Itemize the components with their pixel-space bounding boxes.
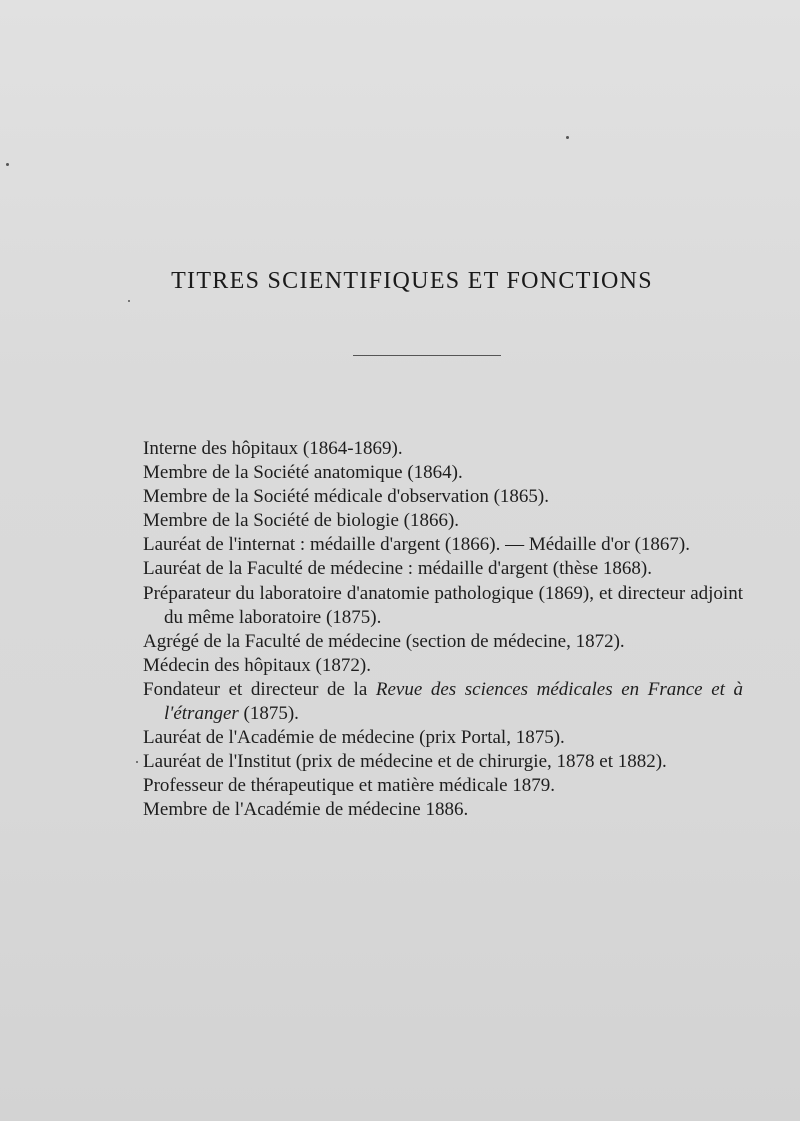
list-item: Lauréat de la Faculté de médecine : médaille d'argent (thèse 1868). xyxy=(143,558,652,580)
list-item: Membre de la Société anatomique (1864). xyxy=(143,462,463,484)
title-divider xyxy=(353,355,501,356)
list-item xyxy=(143,678,743,726)
paper-speck xyxy=(128,300,130,302)
entry-text: (1875). xyxy=(238,703,299,725)
paper-speck xyxy=(6,163,9,166)
list-item: Médecin des hôpitaux (1872). xyxy=(143,654,371,676)
journal-title: Revue des sciences médicales en France et à l'étranger xyxy=(164,678,743,725)
list-item: Lauréat de l'Académie de médecine (prix Portal, 1875). xyxy=(143,727,565,749)
list-item: Lauréat de l'internat : médaille d'argent (1866). — Médaille d'or (1867). xyxy=(143,534,691,556)
paper-speck xyxy=(136,761,138,763)
list-item: Préparateur du laboratoire d'anatomie pathologique (1869), et directeur adjoint du même laboratoire (1875). xyxy=(143,582,743,628)
page-title: TITRES SCIENTIFIQUES ET FONCTIONS xyxy=(171,268,653,294)
list-item: Membre de la Société médicale d'observation (1865). xyxy=(143,486,549,508)
titles-list xyxy=(143,437,743,823)
entry-text: Fondateur et directeur de la xyxy=(143,678,376,700)
list-item: Membre de l'Académie de médecine 1886. xyxy=(143,799,469,821)
paper-speck xyxy=(566,136,569,139)
list-item: Lauréat de l'Institut (prix de médecine et de chirurgie, 1878 et 1882). xyxy=(143,751,667,773)
list-item: Interne des hôpitaux (1864-1869). xyxy=(143,438,403,459)
list-item: Professeur de thérapeutique et matière médicale 1879. xyxy=(143,775,556,797)
list-item: Agrégé de la Faculté de médecine (section de médecine, 1872). xyxy=(143,630,625,652)
list-item: Membre de la Société de biologie (1866). xyxy=(143,510,460,532)
